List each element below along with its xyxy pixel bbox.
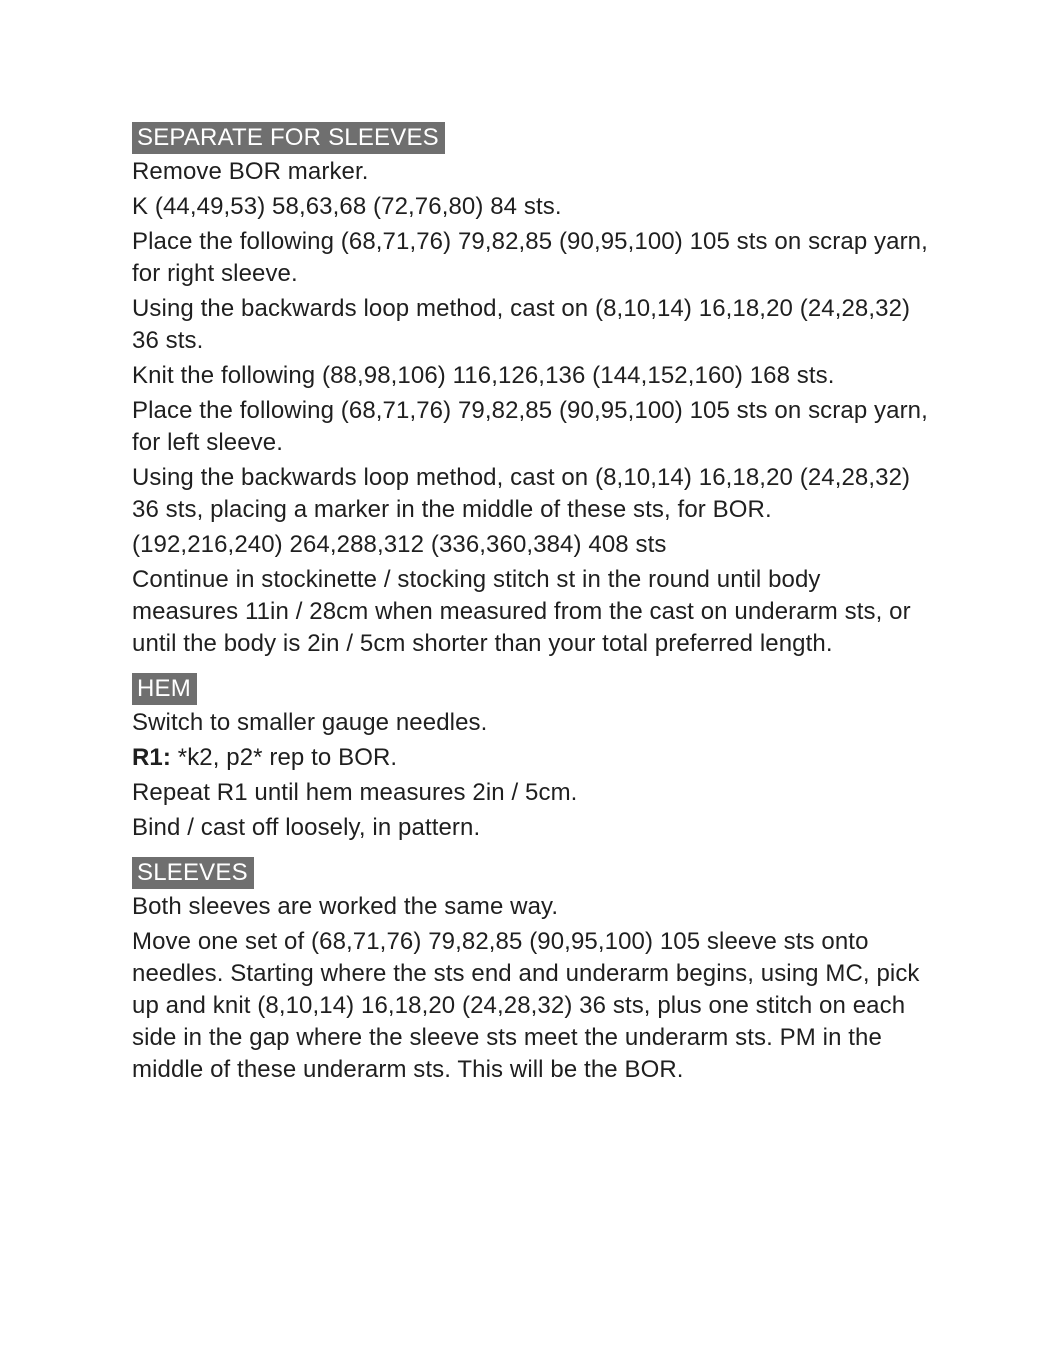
instruction-paragraph: Continue in stockinette / stocking stitch st in the round until body measures 11in / 28cm when measured from the cast on underarm sts, or until the body is 2in / 5cm shorter than your total preferred length. bbox=[132, 566, 911, 657]
section-separate-for-sleeves bbox=[132, 122, 932, 660]
instruction-paragraph: Using the backwards loop method, cast on (8,10,14) 16,18,20 (24,28,32) 36 sts. bbox=[132, 295, 911, 354]
instruction-paragraph: Place the following (68,71,76) 79,82,85 (90,95,100) 105 sts on scrap yarn, for right sleeve. bbox=[132, 228, 928, 287]
instruction-paragraph: Move one set of (68,71,76) 79,82,85 (90,95,100) 105 sleeve sts onto needles. Starting where the sts end and underarm begins, using MC, pick up and knit (8,10,14) 16,18,20 (24,28,32) 36 sts, plus one stitch on each side in the gap where the sleeve sts meet the underarm sts. PM in the middle of these underarm sts. This will be the BOR. bbox=[132, 928, 920, 1083]
row-text: *k2, p2* rep to BOR. bbox=[170, 744, 398, 771]
instruction-paragraph: K (44,49,53) 58,63,68 (72,76,80) 84 sts. bbox=[132, 193, 562, 220]
instruction-paragraph: Bind / cast off loosely, in pattern. bbox=[132, 814, 481, 841]
instruction-paragraph: Knit the following (88,98,106) 116,126,136 (144,152,160) 168 sts. bbox=[132, 362, 835, 389]
instruction-paragraph: Both sleeves are worked the same way. bbox=[132, 893, 559, 920]
instruction-paragraph: Using the backwards loop method, cast on (8,10,14) 16,18,20 (24,28,32) 36 sts, placing a marker in the middle of these sts, for BOR. bbox=[132, 464, 911, 523]
pattern-page bbox=[132, 122, 932, 1089]
instruction-paragraph: Repeat R1 until hem measures 2in / 5cm. bbox=[132, 779, 578, 806]
row-label: R1: bbox=[132, 744, 171, 771]
section-heading: SLEEVES bbox=[132, 857, 254, 889]
instruction-paragraph: Switch to smaller gauge needles. bbox=[132, 709, 488, 736]
section-heading: SEPARATE FOR SLEEVES bbox=[132, 122, 445, 154]
stitch-count: (192,216,240) 264,288,312 (336,360,384) 408 sts bbox=[132, 531, 667, 558]
instruction-paragraph: Place the following (68,71,76) 79,82,85 (90,95,100) 105 sts on scrap yarn, for left sleeve. bbox=[132, 397, 928, 456]
section-hem bbox=[132, 673, 932, 844]
instruction-paragraph: Remove BOR marker. bbox=[132, 158, 369, 185]
section-heading: HEM bbox=[132, 673, 197, 705]
row-instruction bbox=[132, 742, 932, 774]
section-sleeves bbox=[132, 857, 932, 1086]
